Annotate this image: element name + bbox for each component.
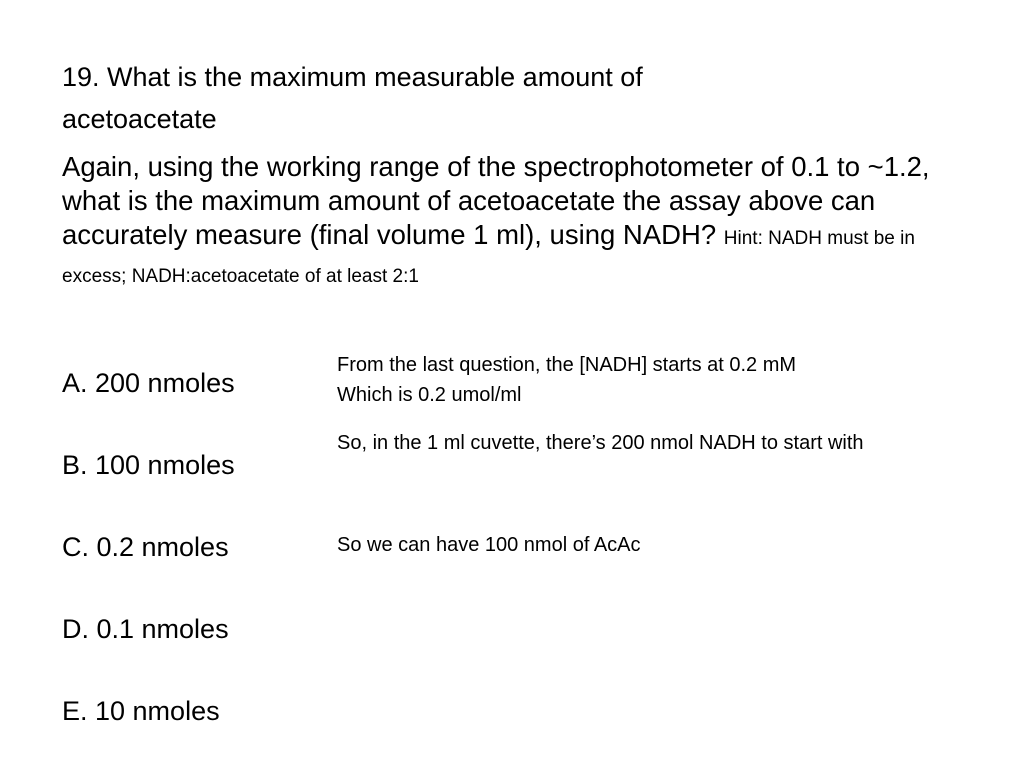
- choice-a: A. 200 nmoles: [62, 368, 235, 398]
- question-text: [62, 150, 972, 294]
- note-nadh-concentration-line-2: Which is 0.2 umol/ml: [337, 384, 522, 406]
- question-hint: Hint: NADH must be in excess; NADH:acetoacetate of at least 2:1: [62, 228, 915, 287]
- choice-b: B. 100 nmoles: [62, 450, 235, 480]
- slide-title-line-1: 19. What is the maximum measurable amount of: [62, 62, 643, 92]
- choice-d: D. 0.1 nmoles: [62, 614, 229, 644]
- slide-title: [62, 56, 962, 140]
- choice-e: E. 10 nmoles: [62, 696, 220, 726]
- question-main: Again, using the working range of the spectrophotometer of 0.1 to ~1.2, what is the maximum amount of acetoacetate the assay above can accurately measure (final volume 1 ml), using NADH?: [62, 151, 930, 250]
- choice-c: C. 0.2 nmoles: [62, 532, 229, 562]
- note-nadh-concentration-line-1: From the last question, the [NADH] starts at 0.2 mM: [337, 354, 797, 376]
- slide-title-line-2: acetoacetate: [62, 104, 217, 134]
- note-nadh-concentration: [337, 350, 977, 410]
- note-nadh-amount: So, in the 1 ml cuvette, there’s 200 nmol NADH to start with: [337, 432, 864, 454]
- note-acac-amount: So we can have 100 nmol of AcAc: [337, 534, 641, 556]
